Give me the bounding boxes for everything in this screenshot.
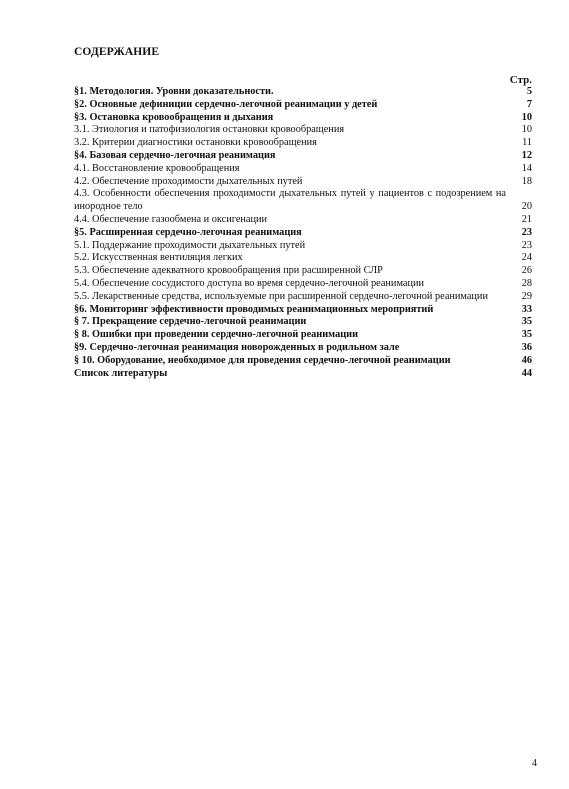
toc-entry-page: 28: [521, 277, 532, 289]
toc-entry-page: 26: [521, 265, 532, 277]
toc-entry: [74, 150, 532, 163]
toc-entry: [74, 240, 532, 253]
toc-entry-title: §3. Остановка кровообращения и дыхания: [74, 111, 274, 123]
toc-entry: [74, 291, 532, 304]
toc-entry: [74, 137, 532, 150]
toc-entry-page: 11: [522, 137, 532, 149]
toc-heading: СОДЕРЖАНИЕ: [74, 46, 160, 58]
toc-entry: [74, 368, 532, 381]
toc-entry-title: 4.1. Восстановление кровообращения: [74, 162, 240, 174]
toc-entry-title: 4.3. Особенности обеспечения проходимости дыхательных путей у пациентов с подозрением на инородное тело: [74, 188, 506, 213]
toc-entry: [74, 316, 532, 329]
page-column-label: Стр.: [509, 74, 532, 86]
toc-entry-page: 12: [521, 149, 532, 161]
toc-entry-title: § 8. Ошибки при проведении сердечно-легочной реанимации: [74, 329, 359, 341]
toc-entry-page: 10: [521, 124, 532, 136]
toc-entry-title: §2. Основные дефиниции сердечно-легочной реанимации у детей: [74, 98, 378, 110]
toc-entry-title: 4.4. Обеспечение газообмена и оксигенации: [74, 213, 268, 225]
toc-entry-page: 20: [521, 201, 532, 213]
toc-entry-page: 36: [521, 341, 532, 353]
table-of-contents: [74, 86, 532, 380]
toc-entry-title: 3.2. Критерии диагностики остановки кровообращения: [74, 137, 317, 149]
toc-entry: [74, 112, 532, 125]
toc-entry: [74, 214, 532, 227]
toc-entry-title: 3.1. Этиология и патофизиология остановки кровообращения: [74, 124, 345, 136]
toc-entry: [74, 329, 532, 342]
toc-entry: [74, 176, 532, 189]
toc-entry-title: § 10. Оборудование, необходимое для проведения сердечно-легочной реанимации: [74, 354, 451, 366]
page-number: 4: [532, 758, 537, 769]
toc-entry: [74, 227, 532, 240]
toc-entry: [74, 86, 532, 99]
toc-entry-page: 44: [521, 367, 532, 379]
toc-entry-title: § 7. Прекращение сердечно-легочной реанимации: [74, 316, 307, 328]
toc-entry-page: 23: [521, 226, 532, 238]
toc-entry-page: 33: [521, 303, 532, 315]
toc-entry: [74, 124, 532, 137]
toc-entry-page: 5: [526, 86, 532, 97]
toc-entry: [74, 188, 532, 214]
toc-entry-page: 14: [521, 162, 532, 174]
toc-entry-page: 23: [521, 239, 532, 251]
toc-entry-page: 35: [521, 316, 532, 328]
toc-entry: [74, 265, 532, 278]
toc-entry-page: 46: [521, 354, 532, 366]
toc-entry: [74, 99, 532, 112]
toc-entry-title: Список литературы: [74, 367, 168, 379]
toc-entry: [74, 163, 532, 176]
toc-entry-title: 5.3. Обеспечение адекватного кровообращения при расширенной СЛР: [74, 265, 383, 277]
toc-entry-page: 7: [526, 98, 532, 110]
toc-entry: [74, 355, 532, 368]
toc-entry-title: 5.5. Лекарственные средства, используемые при расширенной сердечно-легочной реанимации: [74, 290, 488, 302]
toc-entry: [74, 252, 532, 265]
toc-entry-page: 18: [521, 175, 532, 187]
toc-entry: [74, 304, 532, 317]
toc-entry-title: 5.4. Обеспечение сосудистого доступа во время сердечно-легочной реанимации: [74, 277, 424, 289]
toc-entry-title: §9. Сердечно-легочная реанимация новорожденных в родильном зале: [74, 341, 400, 353]
toc-entry-title: 5.2. Искусственная вентиляция легких: [74, 252, 243, 264]
toc-entry-title: 5.1. Поддержание проходимости дыхательных путей: [74, 239, 306, 251]
toc-entry-title: §1. Методология. Уровни доказательности.: [74, 86, 274, 97]
toc-entry-page: 21: [521, 213, 532, 225]
toc-entry: [74, 342, 532, 355]
toc-entry-title: §4. Базовая сердечно-легочная реанимация: [74, 149, 276, 161]
toc-entry-title: 4.2. Обеспечение проходимости дыхательных путей: [74, 175, 303, 187]
toc-entry-title: §5. Расширенная сердечно-легочная реанимация: [74, 226, 302, 238]
toc-entry-page: 29: [521, 290, 532, 302]
toc-entry-page: 24: [521, 252, 532, 264]
toc-entry-page: 10: [521, 111, 532, 123]
toc-entry-page: 35: [521, 329, 532, 341]
toc-entry: [74, 278, 532, 291]
toc-entry-title: §6. Мониторинг эффективности проводимых реанимационных мероприятий: [74, 303, 434, 315]
